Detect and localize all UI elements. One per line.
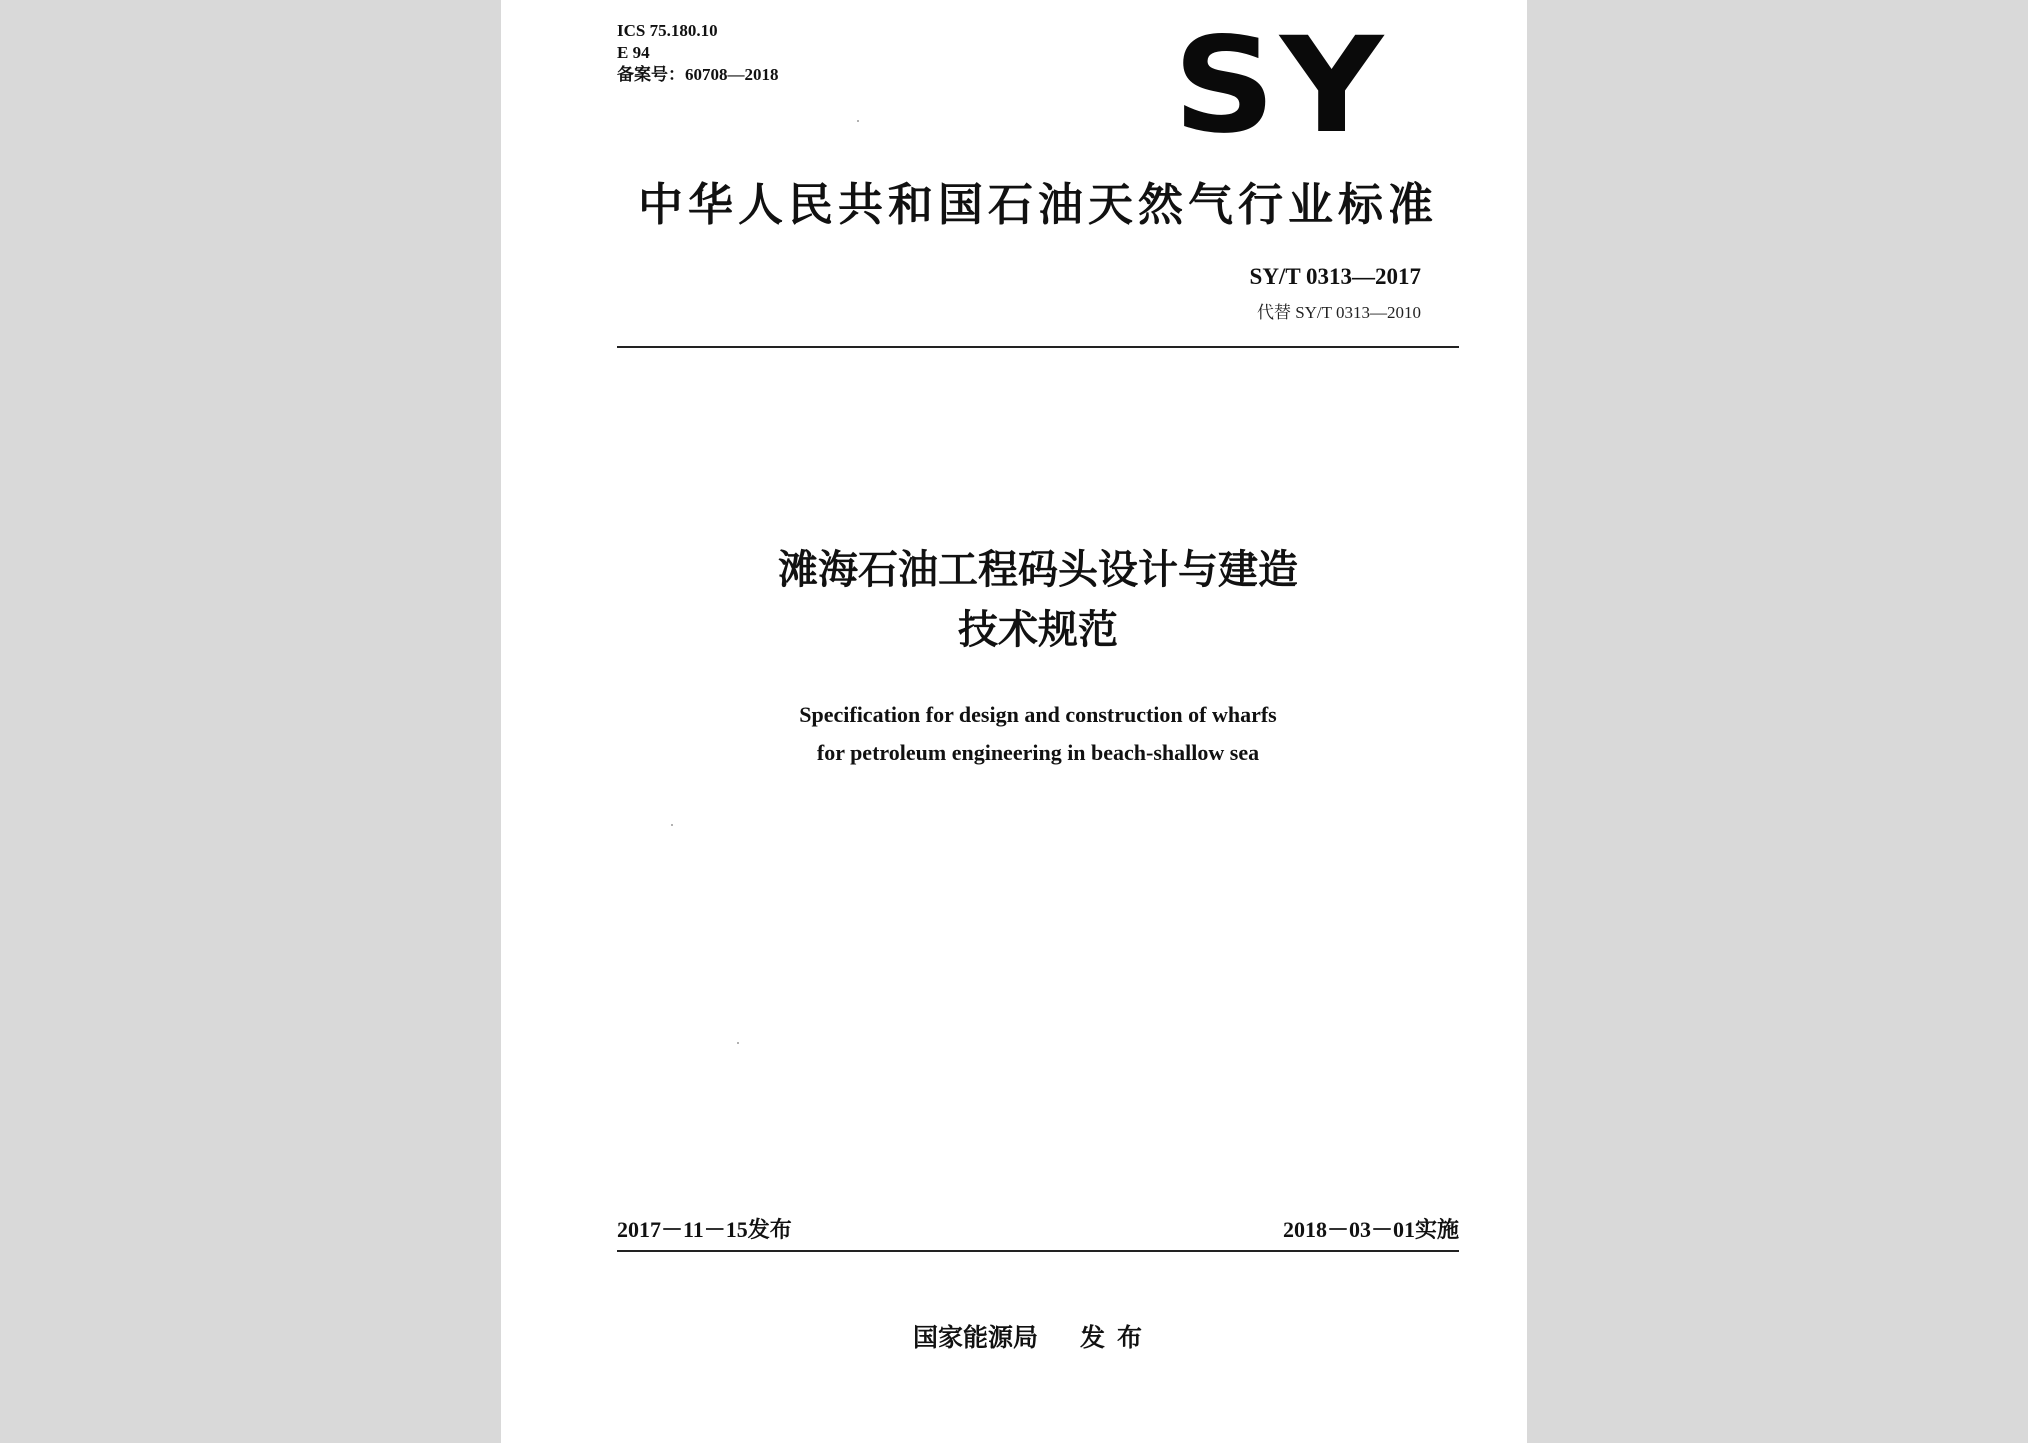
standard-number: SY/T 0313—2017	[1249, 264, 1421, 289]
scan-speck	[671, 824, 673, 826]
ccs-code: E 94	[617, 43, 650, 62]
publisher-line	[913, 1318, 1154, 1354]
header-divider	[617, 346, 1459, 348]
chinese-title	[617, 540, 1459, 660]
chinese-title-line-2: 技术规范	[958, 607, 1118, 653]
english-title-line-1: Specification for design and construction of wharfs	[799, 702, 1277, 727]
english-title-line-2: for petroleum engineering in beach-shallow sea	[816, 740, 1260, 765]
issue-date: 2017－11－15发布	[617, 1217, 792, 1242]
scan-speck	[737, 1042, 739, 1044]
english-title	[617, 696, 1459, 772]
publisher-name: 国家能源局	[913, 1323, 1039, 1352]
implementation-date: 2018－03－01实施	[1282, 1217, 1459, 1242]
issue-label: 发布	[1080, 1323, 1155, 1352]
sy-logo: SY	[1173, 9, 1388, 163]
classification-block	[617, 20, 779, 86]
chinese-title-line-1: 滩海石油工程码头设计与建造	[778, 547, 1298, 593]
document-page	[501, 0, 1527, 1443]
record-number: 备案号：60708—2018	[617, 65, 779, 84]
industry-standard-title: 中华人民共和国石油天然气行业标准	[637, 178, 1438, 231]
scan-speck	[857, 120, 859, 122]
replaces-standard: 代替 SY/T 0313—2010	[1256, 303, 1421, 322]
footer-divider	[617, 1250, 1459, 1252]
ics-code: ICS 75.180.10	[617, 21, 718, 40]
